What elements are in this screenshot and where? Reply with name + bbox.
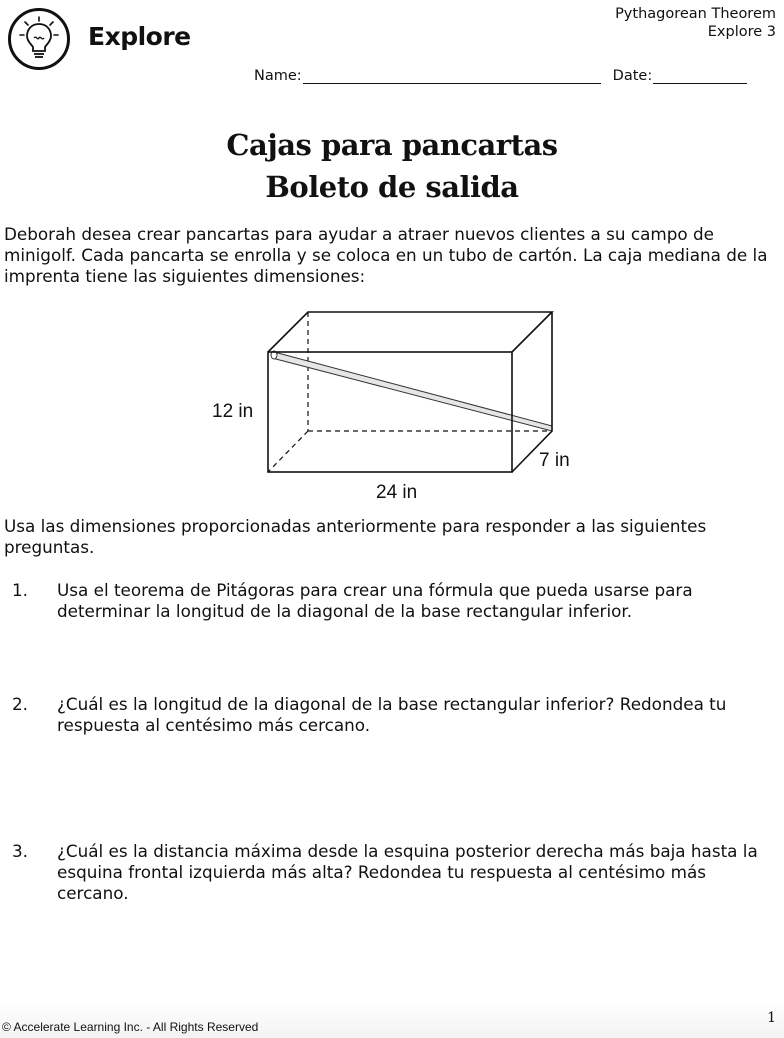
name-date-row [254,68,747,84]
question-number: 1. [12,580,29,600]
page-title [0,124,784,208]
brand-title: Explore [88,22,191,51]
hidden-depth-edge [268,431,308,472]
question-number: 2. [12,694,29,714]
question-text: ¿Cuál es la distancia máxima desde la esquina posterior derecha más baja hasta la esquina frontal izquierda más alta? Redondea tu respuesta al centésimo más cercano. [57,841,758,903]
name-label: Name: [254,68,302,84]
question-text: ¿Cuál es la longitud de la diagonal de la base rectangular inferior? Redondea tu respuesta al centésimo más cercano. [57,694,727,735]
question-number: 3. [12,841,29,861]
date-field[interactable] [653,69,747,84]
instructions: Usa las dimensiones proporcionadas anteriormente para responder a las siguientes preguntas. [4,516,707,557]
width-label: 24 in [376,482,418,503]
front-face [268,352,512,472]
question-text: Usa el teorema de Pitágoras para crear una fórmula que pueda usarse para determinar la longitud de la diagonal de la base rectangular inferior. [57,580,693,621]
right-face [512,312,552,472]
title-line-1: Cajas para pancartas [226,128,558,162]
height-label: 12 in [212,401,254,422]
top-face [268,312,552,352]
name-field[interactable] [303,69,601,84]
copyright-notice: © Accelerate Learning Inc. - All Rights Reserved [2,1020,259,1034]
title-line-2: Boleto de salida [265,170,519,204]
explore-logo [8,8,70,70]
topic-label: Pythagorean Theorem [615,6,776,22]
lesson-label: Explore 3 [707,24,776,40]
intro-paragraph: Deborah desea crear pancartas para ayudar a atraer nuevos clientes a su campo de minigolf. Cada pancarta se enrolla y se coloca en un tubo de cartón. La caja mediana de la imprenta tiene las siguientes dimensiones: [4,224,768,286]
box-diagram [200,300,600,510]
depth-label: 7 in [539,450,570,471]
page-number: 1 [767,1010,776,1026]
lightbulb-icon [11,11,67,67]
date-label: Date: [612,68,653,84]
cardboard-tube [271,351,552,431]
lesson-info [615,5,776,41]
